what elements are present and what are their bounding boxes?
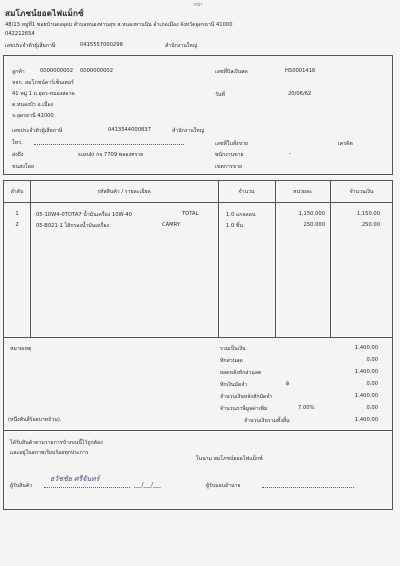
page-mark: หน้า	[194, 3, 203, 8]
doc-date-label: วันที่	[215, 92, 225, 98]
customer-code-label: ลูกค้า	[12, 69, 25, 75]
summary-label: หักส่วนลด	[220, 358, 243, 364]
doc-ref-label: เขตการขาย	[215, 164, 243, 170]
row-price: 1,150.000	[298, 211, 325, 217]
summary-label: หักเงินมัดจำ	[220, 382, 248, 388]
summary-value: 1,400.00	[354, 369, 378, 375]
row-qty: 1.0 ชิ้น	[226, 223, 243, 229]
table-row: 1	[15, 211, 19, 217]
amount-in-words: (หนึ่งพันสี่ร้อยบาทถ้วน).	[8, 417, 62, 423]
summary-value: 0.00	[366, 405, 378, 411]
footer-note-2: และอยู่ในสภาพเรียบร้อยทุกประการ	[10, 450, 89, 456]
col-divider-1	[30, 180, 31, 337]
receiver-signature: ธวัชชัย ศรีจันทร์	[50, 475, 100, 483]
header-no: ลำดับ	[10, 189, 24, 195]
summary-value: 1,400.00	[354, 345, 378, 351]
company-name: สมโภชน์ยอดไฟแม็กซ์	[5, 9, 84, 18]
customer-carrier-label: ขนส่งโดย	[12, 164, 34, 170]
doc-date: 20/06/62	[288, 91, 312, 97]
table-footer-divider	[3, 430, 393, 431]
customer-tax-id: 0413544000837	[108, 127, 151, 133]
doc-rep-label: พนักงานขาย	[215, 152, 244, 158]
row-qty: 1.0 แกลลอน	[226, 212, 256, 218]
row-desc: 05-B021-1 ไส้กรองน้ำมันเครื่อง	[36, 223, 110, 229]
customer-branch: สำนักงานใหญ่	[172, 128, 205, 134]
footer-note-1: ได้รับสินค้าตามรายการข้างบนนี้ไว้ถูกต้อง	[10, 440, 103, 446]
row-desc: 05-10W4-0TOTA7 น้ำมันเครื่อง 10W-40	[36, 212, 132, 218]
row-price: 250.000	[303, 222, 325, 228]
table-row: 2	[15, 222, 19, 228]
doc-no: HS0001416	[285, 68, 316, 74]
summary-extra: ฿	[286, 381, 290, 387]
header-qty: จำนวน	[238, 189, 255, 195]
company-tax-id: 0415557000298	[80, 42, 123, 48]
company-tax-label: เลขประจำตัวผู้เสียภาษี	[5, 43, 56, 49]
company-phone: 042212654	[5, 31, 35, 37]
col-divider-3	[275, 180, 276, 337]
summary-value: 1,400.00	[354, 417, 378, 423]
receiver-date: ___/___/___	[134, 482, 161, 488]
row-amount: 1,150.00	[356, 211, 380, 217]
customer-tax-label: เลขประจำตัวผู้เสียภาษี	[12, 128, 63, 134]
customer-phone-label: โทร.	[12, 140, 23, 146]
customer-address-3: จ.อุดรธานี 41000	[12, 113, 54, 119]
doc-credit-label: เครดิต	[338, 141, 353, 147]
customer-address-1: 41 หมู่ 1 ถ.อุดร-หนองสอาด	[12, 91, 75, 97]
row-brand: TOTAL	[182, 211, 199, 217]
customer-name: หจก. สมโภชน์คาร์เซ็นเตอร์	[12, 80, 74, 86]
col-divider-4	[330, 180, 331, 337]
footer-on-behalf: ในนาม สมโภชน์ยอดไฟแม็กซ์	[196, 456, 263, 462]
row-brand: CAMRY	[162, 222, 181, 228]
customer-ship-value: suzuki กจ 7709 พลองทราย	[78, 152, 144, 158]
header-price: หน่วยละ	[293, 189, 312, 195]
authorized-label: ผู้รับมอบอำนาจ	[206, 483, 241, 489]
company-branch: สำนักงานใหญ่	[165, 43, 198, 49]
summary-label: จำนวนเงินหลังหักมัดจำ	[220, 394, 273, 400]
table-summary-divider	[3, 337, 393, 338]
customer-address-2: ต.หนองบัว อ.เมือง	[12, 102, 54, 108]
col-divider-2	[218, 180, 219, 337]
summary-value: 0.00	[366, 357, 378, 363]
authorized-signature-line	[262, 482, 354, 488]
receiver-label: ผู้รับสินค้า	[10, 483, 33, 489]
table-header-divider	[3, 202, 393, 203]
summary-label: จำนวนเงินรวมทั้งสิ้น	[244, 418, 290, 424]
note-label: หมายเหตุ	[10, 346, 32, 352]
customer-ship-label: ส่งถึง	[12, 152, 24, 158]
customer-code-2: 0000000002	[80, 68, 114, 74]
company-address: 48/13 หมู่ที่1 ซอยบ้านดงอุดม ตำบลหนองหานสุข ส.หนองหานนิน อำเภอเมือง จังหวัดอุดรธานี 41000	[5, 22, 233, 28]
summary-value: 0.00	[366, 381, 378, 387]
doc-no-label: เลขที่บิลเงินสด	[215, 69, 248, 75]
summary-label: จำนวนภาษีมูลค่าเพิ่ม	[220, 406, 268, 412]
header-desc: รหัสสินค้า / รายละเอียด	[97, 189, 151, 195]
header-amount: จำนวนเงิน	[349, 189, 374, 195]
summary-extra: 7.00%	[298, 405, 315, 411]
customer-phone-line	[34, 139, 184, 145]
summary-label: รวมเป็นเงิน	[220, 346, 246, 352]
doc-rep-value: -	[289, 151, 291, 157]
doc-order-label: เลขที่ใบสั่งขาย	[215, 141, 248, 147]
summary-value: 1,400.00	[354, 393, 378, 399]
summary-label: ยอดหลังหักส่วนลด	[220, 370, 262, 376]
customer-code: 0000000002	[40, 68, 74, 74]
row-amount: 250.00	[361, 222, 380, 228]
